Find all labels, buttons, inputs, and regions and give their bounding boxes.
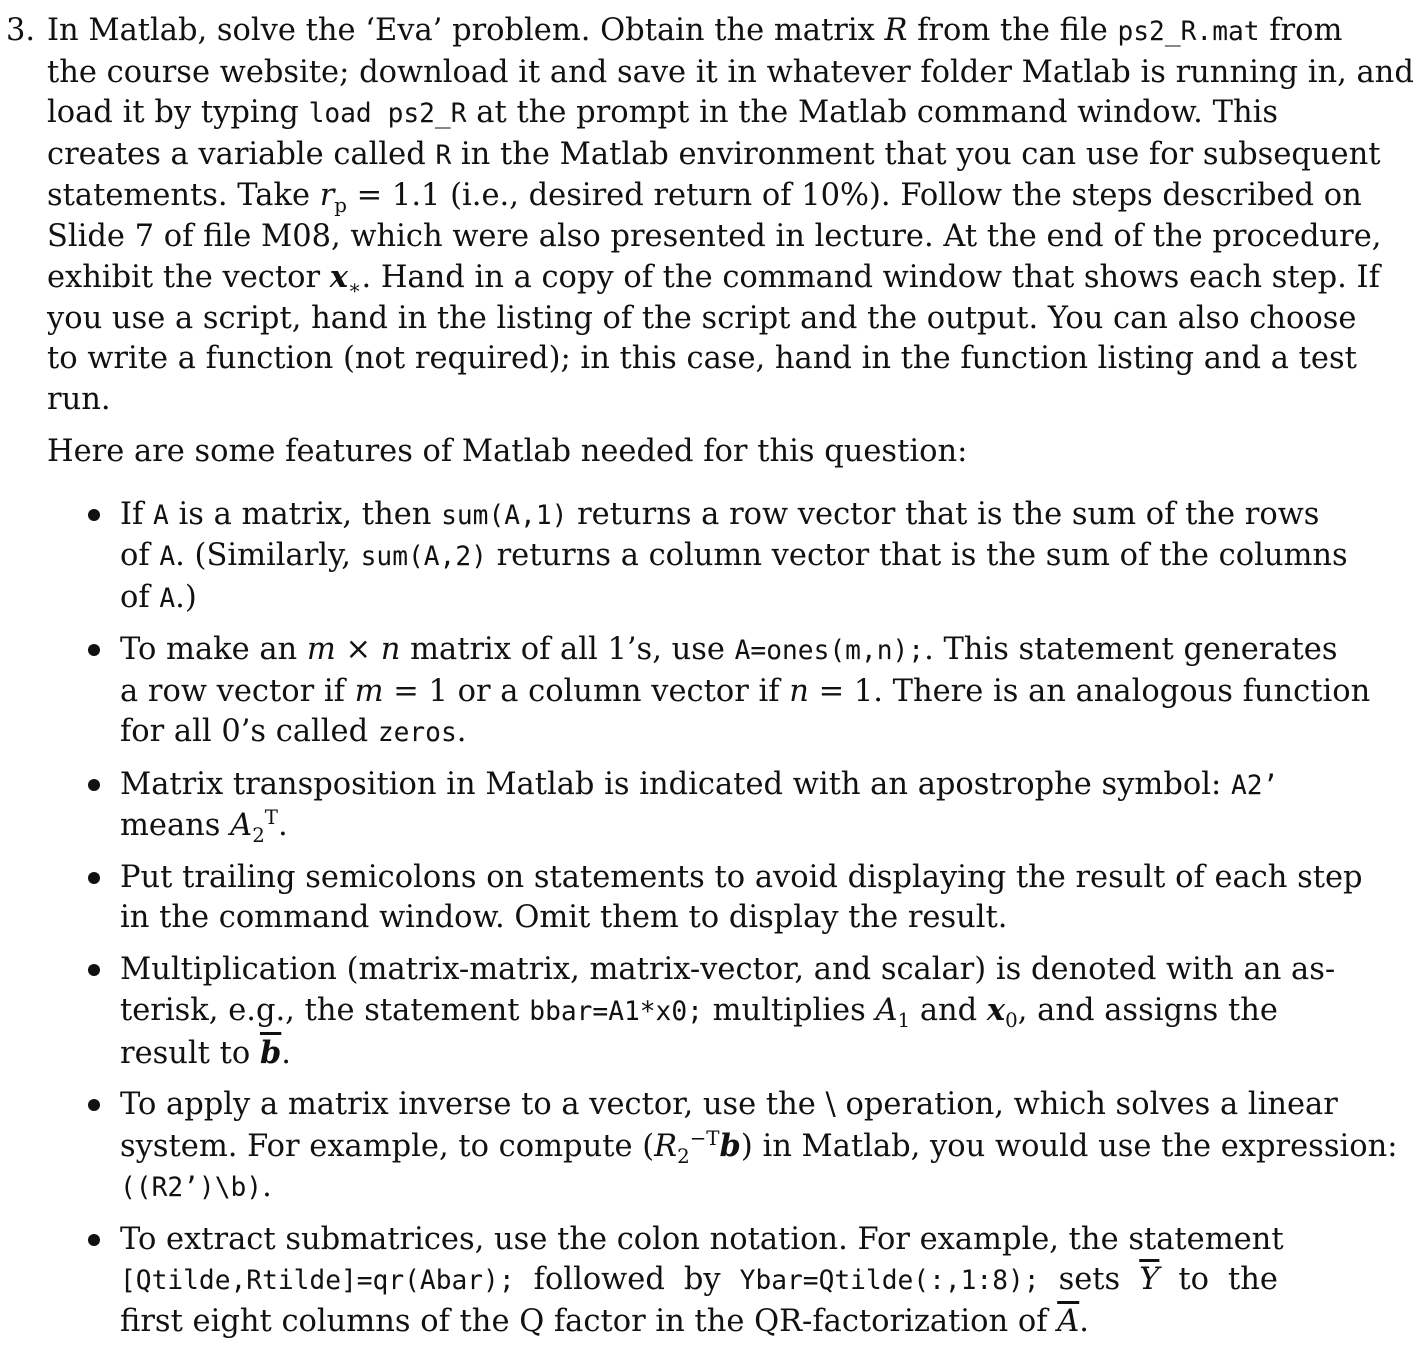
text-line: In Matlab, solve the ‘Eva’ problem. Obtain the matrix R from the file ps2_R.mat from — [47, 13, 1343, 48]
text-line: To make an m × n matrix of all 1’s, use A=ones(m,n);. This statement generates — [120, 632, 1338, 667]
text-line: load it by typing load ps2_R at the prompt in the Matlab command window. This — [47, 95, 1278, 130]
text-line: system. For example, to compute $(R_2^{-T}b)$ in Matlab, you would use the expression: — [120, 1126, 1398, 1168]
text-line: creates a variable called R in the Matlab environment that you can use for subsequent — [47, 136, 1381, 172]
text-line: Put trailing semicolons on statements to avoid displaying the result of each step — [120, 859, 1363, 895]
text-line: run. — [47, 381, 111, 417]
features-list — [6, 495, 1398, 1343]
math-symbol: $A_1$ — [875, 993, 911, 1033]
code-snippet: sum(A,2) — [360, 542, 487, 572]
text-line: result to $\overline{b}$. — [120, 1034, 291, 1071]
bullet-icon — [88, 872, 100, 884]
text-line: you use a script, hand in the listing of the script and the output. You can also choose — [47, 300, 1357, 336]
math-symbol: $\overline{A}$ — [1057, 1303, 1080, 1339]
math-symbol: $r_p$ — [319, 178, 347, 218]
text-line: If A is a matrix, then sum(A,1) returns a row vector that is the sum of the rows — [120, 496, 1320, 532]
feature-item — [120, 765, 1278, 847]
text-line: first eight columns of the Q factor in the QR-factorization of $\overline{A}$. — [120, 1303, 1089, 1339]
feature-item — [120, 950, 1336, 1075]
feature-item — [120, 630, 1371, 754]
text-line: in the command window. Omit them to display the result. — [120, 900, 1008, 935]
text-line: Matrix transposition in Matlab is indicated with an apostrophe symbol: A2’ — [120, 766, 1279, 802]
text-line: for all 0’s called zeros. — [120, 714, 467, 749]
bullet-icon — [88, 644, 100, 656]
bold-vector: $x_∗$ — [329, 259, 362, 300]
math-symbol: m — [306, 632, 336, 667]
code-snippet: A — [159, 542, 176, 572]
bold-vector: $x_0$ — [986, 992, 1018, 1033]
feature-item — [120, 1085, 1398, 1209]
question-number: 3. — [6, 13, 36, 48]
text-line: to write a function (not required); in this case, hand in the function listing and a test — [47, 341, 1357, 376]
math-symbol: m — [354, 673, 384, 709]
text-line: exhibit the vector $x_∗$. Hand in a copy of the command window that shows each step. If — [47, 259, 1380, 300]
text-line: To apply a matrix inverse to a vector, use the \ operation, which solves a linear — [120, 1087, 1338, 1122]
math-symbol: $A_2^T$ — [230, 805, 279, 848]
feature-item — [120, 495, 1348, 620]
bullet-icon — [88, 779, 100, 791]
text-line: means $A_2^T$. — [120, 805, 288, 848]
bold-vector: b — [719, 1127, 741, 1164]
code-snippet: ps2_R.mat — [1117, 17, 1260, 47]
code-snippet: load ps2_R — [308, 99, 467, 129]
code-snippet: R — [435, 140, 452, 171]
math-symbol: n — [380, 632, 401, 667]
code-snippet: [Qtilde,Rtilde]=qr(Abar); — [120, 1266, 515, 1296]
text-line: [Qtilde,Rtilde]=qr(Abar); followed by Ybar=Qtilde(:,1:8); sets $\overline{Y}$ to the — [120, 1262, 1278, 1297]
math-symbol: $\overline{Y}$ — [1139, 1262, 1160, 1297]
code-snippet: Ybar=Qtilde(:,1:8); — [739, 1266, 1040, 1296]
text-line: ((R2’)\b). — [120, 1169, 272, 1204]
text-line: Multiplication (matrix-matrix, matrix-vector, and scalar) is denoted with an as- — [120, 951, 1336, 987]
code-snippet: A — [159, 583, 176, 614]
code-snippet: A2’ — [1230, 770, 1279, 801]
code-snippet: sum(A,1) — [441, 500, 568, 531]
question-text — [47, 11, 1414, 420]
text-line: a row vector if m = 1 or a column vector if n = 1. There is an analogous function — [120, 673, 1371, 709]
text-line: Slide 7 of file M08, which were also presented in lecture. At the end of the procedure, — [47, 218, 1382, 254]
bold-vector: $\overline{b}$ — [259, 1034, 282, 1071]
code-snippet: A=ones(m,n); — [734, 636, 925, 666]
text-line: of A.) — [120, 579, 197, 615]
bullet-icon — [88, 1234, 100, 1246]
bullet-icon — [88, 1099, 100, 1111]
code-snippet: ((R2’)\b) — [120, 1173, 263, 1203]
text-line: statements. Take $r_p = 1.1$ (i.e., desired return of 10%). Follow the steps described on — [47, 178, 1362, 218]
feature-item — [120, 858, 1363, 939]
code-snippet: A — [153, 500, 169, 531]
math-symbol: n — [789, 673, 809, 709]
math-symbol: R — [884, 13, 908, 48]
text-line: To extract submatrices, use the colon notation. For example, the statement — [120, 1221, 1284, 1257]
text-line: of A. (Similarly, sum(A,2) returns a column vector that is the sum of the columns — [120, 538, 1348, 573]
code-snippet: zeros — [377, 718, 457, 748]
feature-item — [120, 1220, 1284, 1343]
math-symbol: $R_2^{-T}$ — [654, 1126, 720, 1168]
text-line: terisk, e.g., the statement bbar=A1*x0; multiplies $A_1$ and $x_0$, and assigns the — [120, 992, 1278, 1033]
question-3 — [6, 11, 1414, 1353]
bullet-icon — [88, 964, 100, 976]
features-intro: Here are some features of Matlab needed for this question: — [47, 434, 968, 469]
code-snippet: bbar=A1*x0; — [529, 997, 703, 1027]
bullet-icon — [88, 509, 100, 521]
text-line: the course website; download it and save it in whatever folder Matlab is running in, and — [47, 54, 1414, 90]
